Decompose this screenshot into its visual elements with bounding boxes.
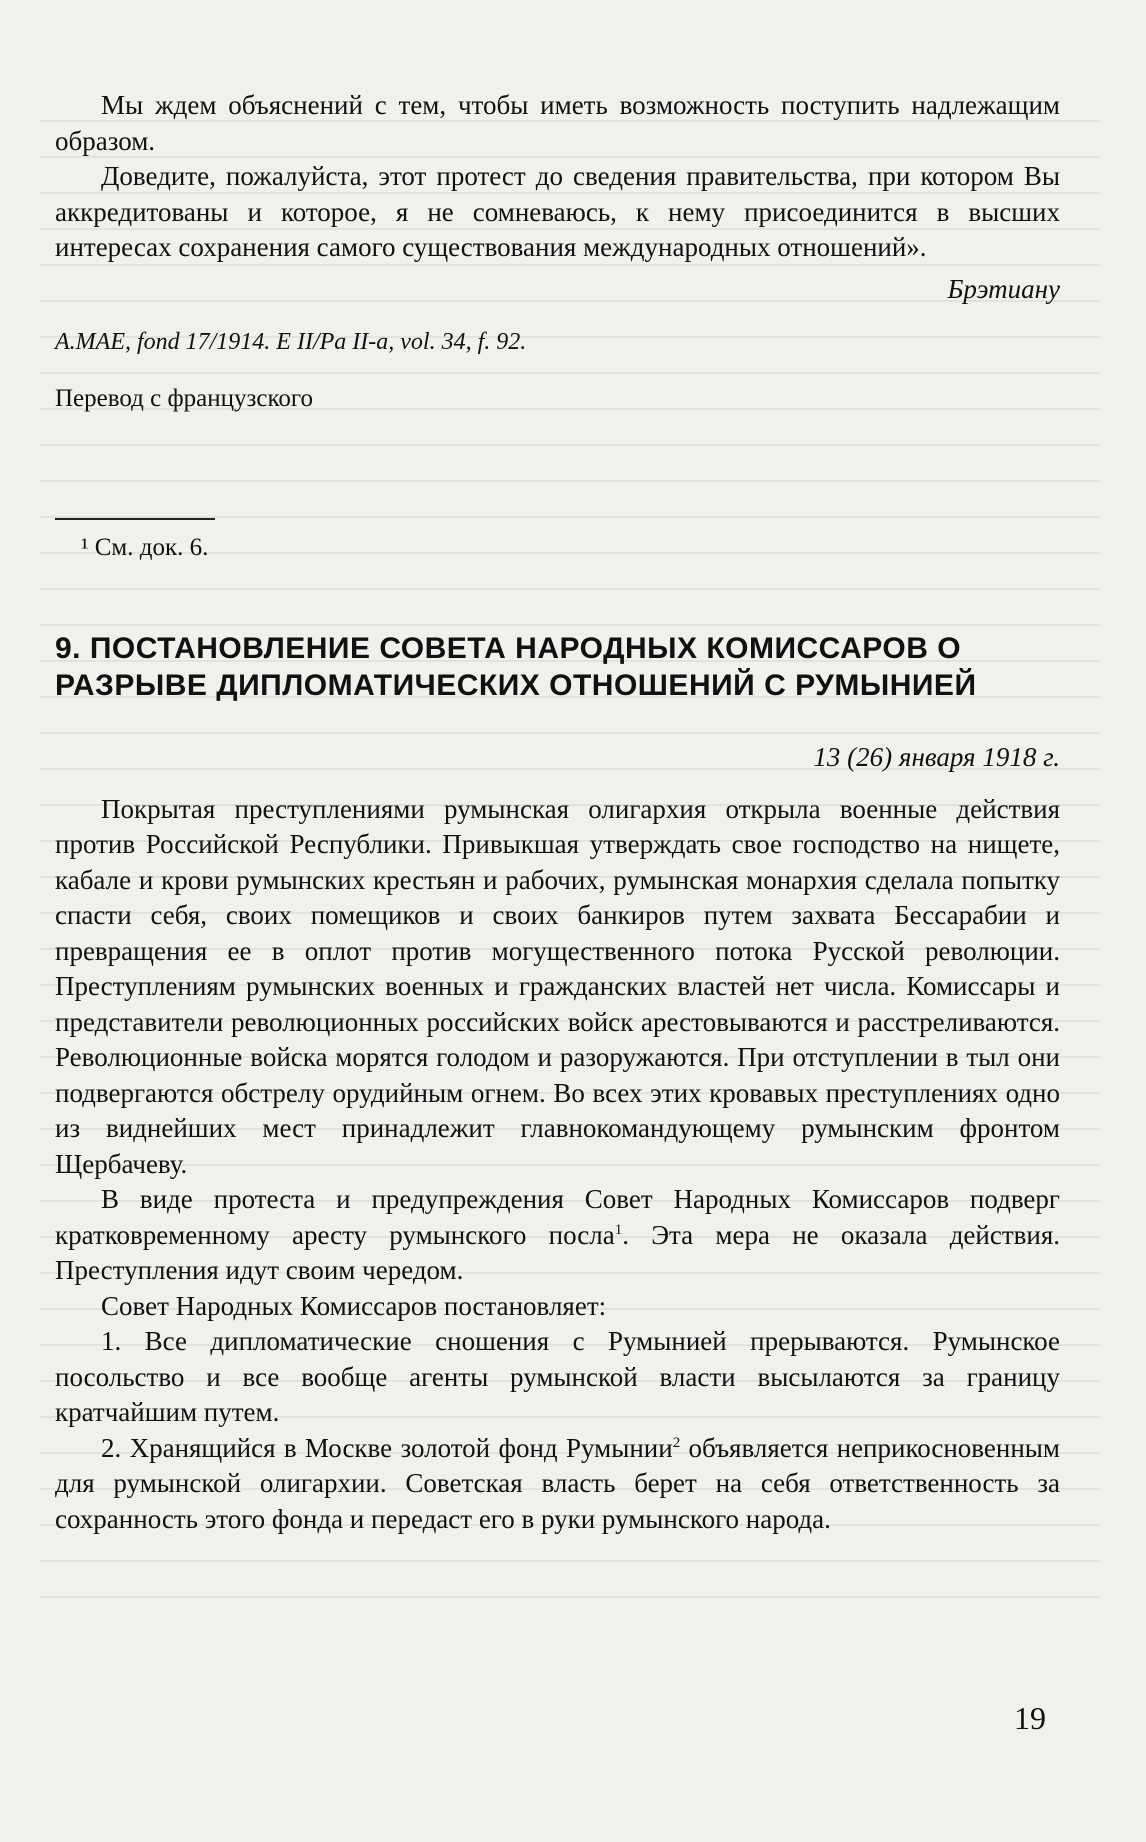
footnote: ¹ См. док. 6. <box>81 534 209 561</box>
top-section <box>55 88 1060 416</box>
paragraph-olygarchy: Покрытая преступлениями румынская олигархия открыла военные действия против Российской Республики. Привыкшая утверждать свое господство на нищете, кабале и крови румынских крестьян и рабочих, румынская монархия сделала попытку спасти себя, своих помещиков и своих банкиров путем захвата Бессарабии и превращения ее в оплот против могущественного потока Русской революции. Преступлениям румынских военных и гражданских властей нет числа. Комиссары и представители революционных российских войск арестовываются и расстреливаются. Революционные войска морятся голодом и разоружаются. При отступлении в тыл они подвергаются обстрелу орудийным огнем. Во всех этих кровавых преступлениях одно из виднейших мест принадлежит главнокомандующему румынским фронтом Щербачеву. <box>55 793 1060 1179</box>
signature: Брэтиану <box>947 273 1060 304</box>
p5-text-b: объявляется неприкосновенным для румынской олигархии. Советская власть берет на себя ответственность за сохранность этого фонда и передаст его в руки румынского народа. <box>55 1432 1060 1534</box>
paragraph-protest: Доведите, пожалуйста, этот протест до сведения правительства, при котором Вы аккредитованы и которое, я не сомневаюсь, к нему присоединится в высших интересах сохранения самого существования международных отношений». <box>55 161 1060 262</box>
footnote-rule <box>55 518 215 520</box>
page-number: 19 <box>1014 1700 1046 1736</box>
paragraph-explanations: Мы ждем объяснений с тем, чтобы иметь возможность поступить надлежащим образом. <box>55 90 1060 156</box>
p5-text-a: 2. Хранящийся в Москве золотой фонд Румынии <box>101 1432 673 1463</box>
document-date: 13 (26) января 1918 г. <box>813 742 1060 772</box>
document-heading: 9. ПОСТАНОВЛЕНИЕ СОВЕТА НАРОДНЫХ КОМИССАРОВ О РАЗРЫВЕ ДИПЛОМАТИЧЕСКИХ ОТНОШЕНИЙ С РУМЫНИЕЙ <box>55 632 977 702</box>
paragraph-point-2 <box>55 1431 1060 1538</box>
paragraph-resolves: Совет Народных Комиссаров постановляет: <box>101 1290 607 1321</box>
translation-note: Перевод с французского <box>55 384 314 412</box>
document-body <box>55 740 1060 1537</box>
footnote-ref-1: 1 <box>614 1221 623 1238</box>
archive-source: A.MAE, fond 17/1914. E II/Pa II-a, vol. 34, f. 92. <box>55 329 527 355</box>
p2-text-a: В виде протеста и предупреждения Совет Народных Комиссаров подверг кратковременному аресту румынского посла <box>55 1184 1060 1250</box>
paragraph-point-1: 1. Все дипломатические сношения с Румынией прерываются. Румынское посольство и все вообще агенты румынской власти высылаются за границу кратчайшим путем. <box>55 1326 1060 1427</box>
p2-text-b: . Эта мера не оказала действия. Преступления идут своим чередом. <box>55 1219 1061 1285</box>
paragraph-protest-warning <box>55 1182 1060 1289</box>
footnote-section <box>55 530 1060 566</box>
footnote-ref-2: 2 <box>672 1434 681 1451</box>
